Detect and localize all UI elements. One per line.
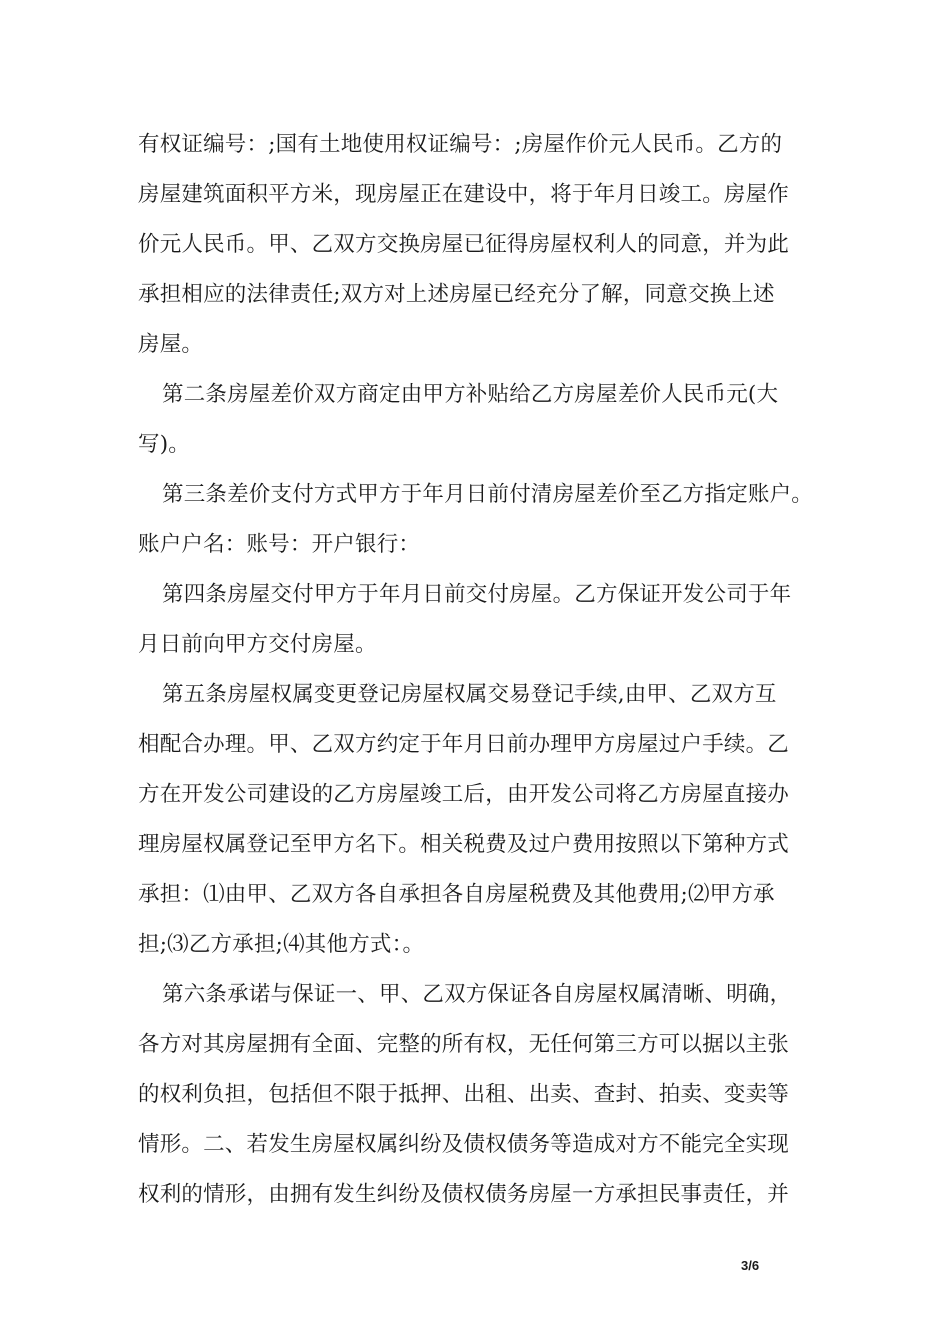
text-line: 写)。 [138, 432, 190, 457]
text-line: 承担相应的法律责任;双方对上述房屋已经充分了解，同意交换上述 [138, 282, 775, 307]
text-line: 方在开发公司建设的乙方房屋竣工后，由开发公司将乙方房屋直接办 [138, 782, 790, 807]
article-6-line: 第六条承诺与保证一、甲、乙双方保证各自房屋权属清晰、明确， [162, 982, 792, 1007]
text-line: 承担：⑴由甲、乙双方各自承担各自房屋税费及其他费用;⑵甲方承 [138, 882, 775, 907]
document-body [138, 120, 818, 1220]
text-line: 账户户名：账号：开户银行： [138, 532, 421, 557]
text-line: 权利的情形，由拥有发生纠纷及债权债务房屋一方承担民事责任，并 [138, 1182, 790, 1207]
text-line: 房屋建筑面积平方米，现房屋正在建设中，将于年月日竣工。房屋作 [138, 182, 790, 207]
article-4-line: 第四条房屋交付甲方于年月日前交付房屋。乙方保证开发公司于年 [162, 582, 792, 607]
text-line: 月日前向甲方交付房屋。 [138, 632, 377, 657]
text-line: 有权证编号：;国有土地使用权证编号：;房屋作价元人民币。乙方的 [138, 132, 783, 157]
page-number: 3/6 [741, 1258, 760, 1273]
article-2-line: 第二条房屋差价双方商定由甲方补贴给乙方房屋差价人民币元(大 [162, 382, 779, 407]
text-line: 价元人民币。甲、乙双方交换房屋已征得房屋权利人的同意，并为此 [138, 232, 790, 257]
text-line: 情形。二、若发生房屋权属纠纷及债权债务等造成对方不能完全实现 [138, 1132, 790, 1157]
text-line: 房屋。 [138, 332, 204, 357]
text-line: 各方对其房屋拥有全面、完整的所有权，无任何第三方可以据以主张 [138, 1032, 790, 1057]
text-line: 的权利负担，包括但不限于抵押、出租、出卖、查封、拍卖、变卖等 [138, 1082, 790, 1107]
text-line: 相配合办理。甲、乙双方约定于年月日前办理甲方房屋过户手续。乙 [138, 732, 790, 757]
article-5-line: 第五条房屋权属变更登记房屋权属交易登记手续,由甲、乙双方互 [162, 682, 777, 707]
text-line: 担;⑶乙方承担;⑷其他方式：。 [138, 932, 425, 957]
text-line: 理房屋权属登记至甲方名下。相关税费及过户费用按照以下第种方式 [138, 832, 790, 857]
article-3-line: 第三条差价支付方式甲方于年月日前付清房屋差价至乙方指定账户。 [162, 482, 814, 507]
